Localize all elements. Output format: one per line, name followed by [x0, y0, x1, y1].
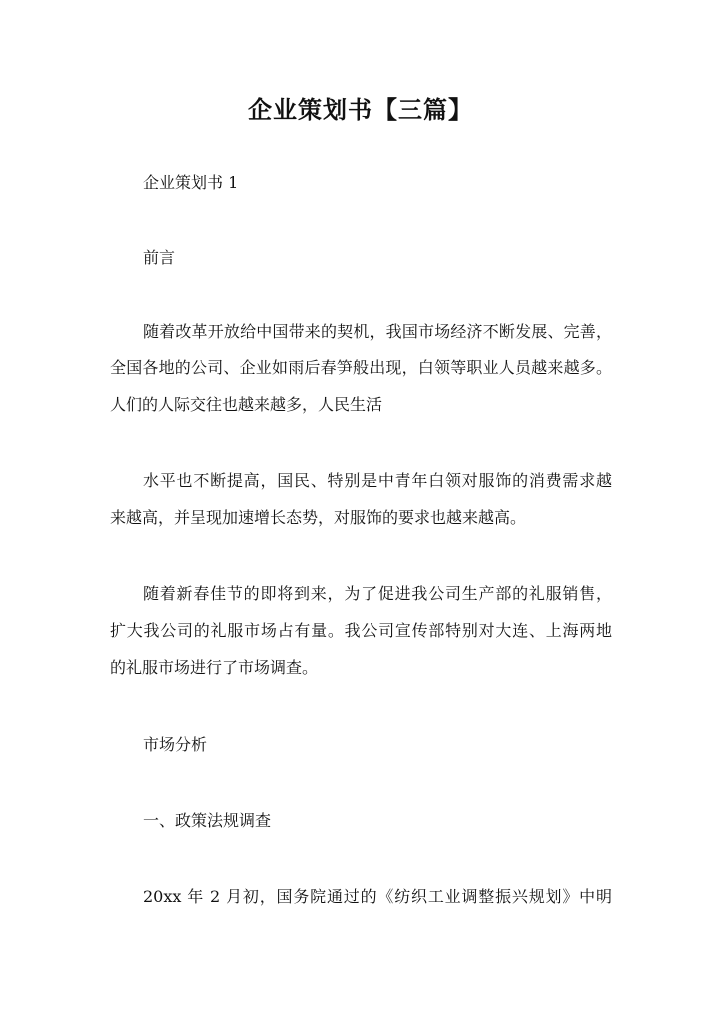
paragraph-line: 的礼服市场进行了市场调查。 [110, 658, 319, 677]
paragraph-line: 水平也不断提高，国民、特别是中青年白领对服饰的消费需求越 [143, 471, 612, 490]
paragraph-line: 来越高，并呈现加速增长态势，对服饰的要求也越来越高。 [110, 508, 527, 527]
heading-market-analysis: 市场分析 [143, 735, 208, 754]
paragraph-line: 随着改革开放给中国带来的契机，我国市场经济不断发展、完善， [143, 322, 612, 341]
paragraph-line: 全国各地的公司、企业如雨后春笋般出现，白领等职业人员越来越多。 [110, 358, 612, 377]
paragraph-line: 随着新春佳节的即将到来，为了促进我公司生产部的礼服销售， [143, 584, 612, 603]
document-title: 企业策划书【三篇】 [248, 95, 473, 124]
paragraph-line: 人们的人际交往也越来越多，人民生活 [110, 395, 383, 414]
heading-plan-1: 企业策划书 1 [143, 173, 239, 192]
heading-policy-survey: 一、政策法规调查 [143, 811, 272, 830]
paragraph-line: 20xx 年 2 月初，国务院通过的《纺织工业调整振兴规划》中明 [143, 887, 612, 906]
paragraph-line: 扩大我公司的礼服市场占有量。我公司宣传部特别对大连、上海两地 [110, 621, 612, 640]
heading-preface: 前言 [143, 248, 176, 267]
